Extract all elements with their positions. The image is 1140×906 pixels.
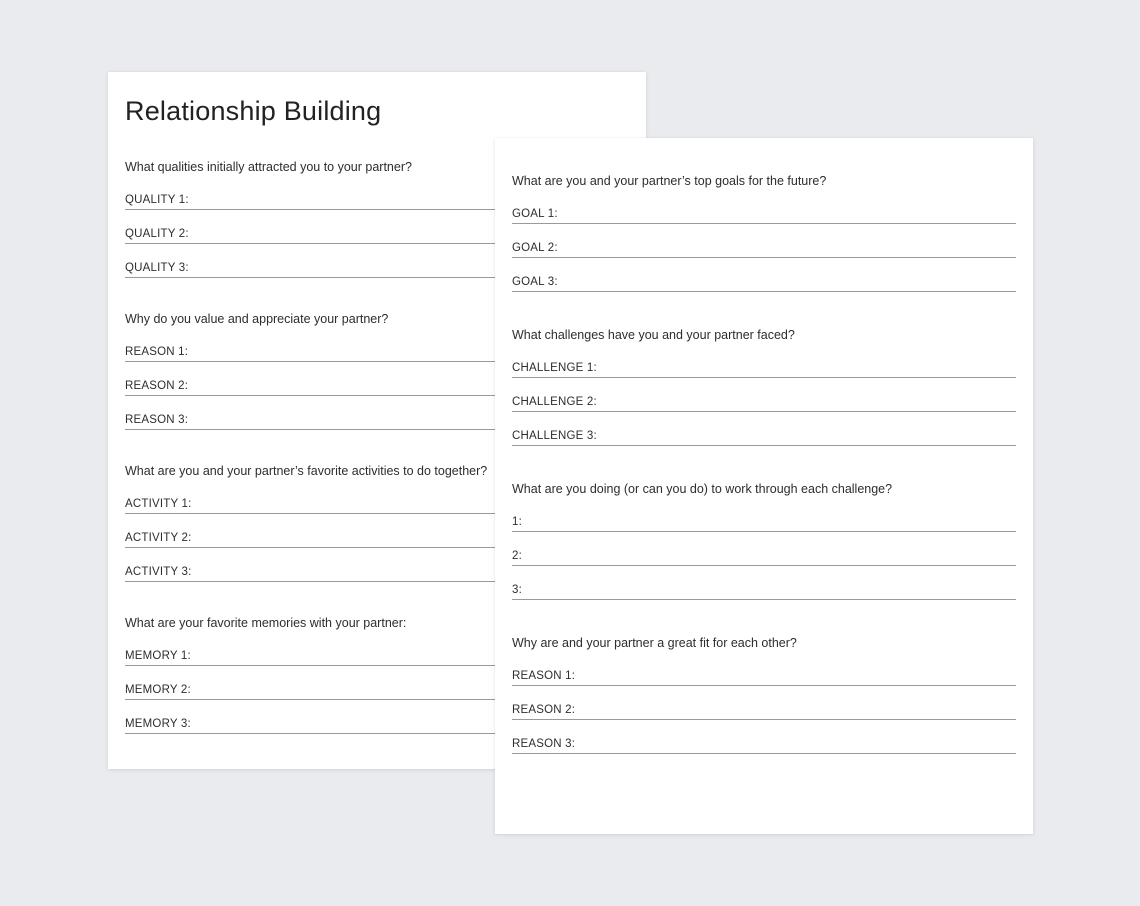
field-label: 1: (512, 516, 522, 528)
answer-field[interactable] (512, 720, 1016, 754)
field-label: REASON 2: (512, 704, 576, 716)
answer-field[interactable] (512, 532, 1016, 566)
section-goals (512, 172, 1016, 292)
field-label: MEMORY 3: (125, 718, 191, 730)
field-label: QUALITY 1: (125, 194, 189, 206)
answer-field[interactable] (512, 686, 1016, 720)
question-challenges: What challenges have you and your partner faced? (512, 328, 795, 342)
field-label: REASON 1: (512, 670, 576, 682)
field-label: ACTIVITY 3: (125, 566, 192, 578)
section-great-fit (512, 634, 1016, 754)
field-label: QUALITY 2: (125, 228, 189, 240)
question-qualities: What qualities initially attracted you to your partner? (125, 160, 412, 174)
field-label: ACTIVITY 2: (125, 532, 192, 544)
field-label: MEMORY 1: (125, 650, 191, 662)
answer-field[interactable] (512, 258, 1016, 292)
field-label: ACTIVITY 1: (125, 498, 192, 510)
question-great-fit: Why are and your partner a great fit for each other? (512, 636, 797, 650)
question-reasons: Why do you value and appreciate your partner? (125, 312, 389, 326)
section-work-through (512, 480, 1016, 600)
answer-line (512, 753, 1016, 754)
section-challenges (512, 326, 1016, 446)
answer-field[interactable] (512, 190, 1016, 224)
field-label: GOAL 1: (512, 208, 558, 220)
field-label: CHALLENGE 1: (512, 362, 597, 374)
answer-field[interactable] (512, 566, 1016, 600)
question-goals: What are you and your partner’s top goals for the future? (512, 174, 827, 188)
field-label: GOAL 2: (512, 242, 558, 254)
worksheet-page-2 (495, 138, 1033, 834)
question-activities: What are you and your partner’s favorite activities to do together? (125, 464, 488, 478)
field-label: QUALITY 3: (125, 262, 189, 274)
field-label: MEMORY 2: (125, 684, 191, 696)
field-label: REASON 1: (125, 346, 189, 358)
page-title: Relationship Building (125, 96, 382, 126)
answer-field[interactable] (512, 498, 1016, 532)
field-label: CHALLENGE 2: (512, 396, 597, 408)
field-label: REASON 3: (125, 414, 189, 426)
answer-field[interactable] (512, 344, 1016, 378)
field-label: 2: (512, 550, 522, 562)
answer-line (512, 291, 1016, 292)
answer-line (512, 599, 1016, 600)
answer-line (512, 445, 1016, 446)
answer-field[interactable] (512, 412, 1016, 446)
question-work-through: What are you doing (or can you do) to work through each challenge? (512, 482, 893, 496)
answer-field[interactable] (512, 378, 1016, 412)
answer-field[interactable] (512, 224, 1016, 258)
field-label: REASON 2: (125, 380, 189, 392)
field-label: REASON 3: (512, 738, 576, 750)
field-label: GOAL 3: (512, 276, 558, 288)
answer-field[interactable] (512, 652, 1016, 686)
question-memories: What are your favorite memories with your partner: (125, 616, 407, 630)
field-label: CHALLENGE 3: (512, 430, 597, 442)
field-label: 3: (512, 584, 522, 596)
